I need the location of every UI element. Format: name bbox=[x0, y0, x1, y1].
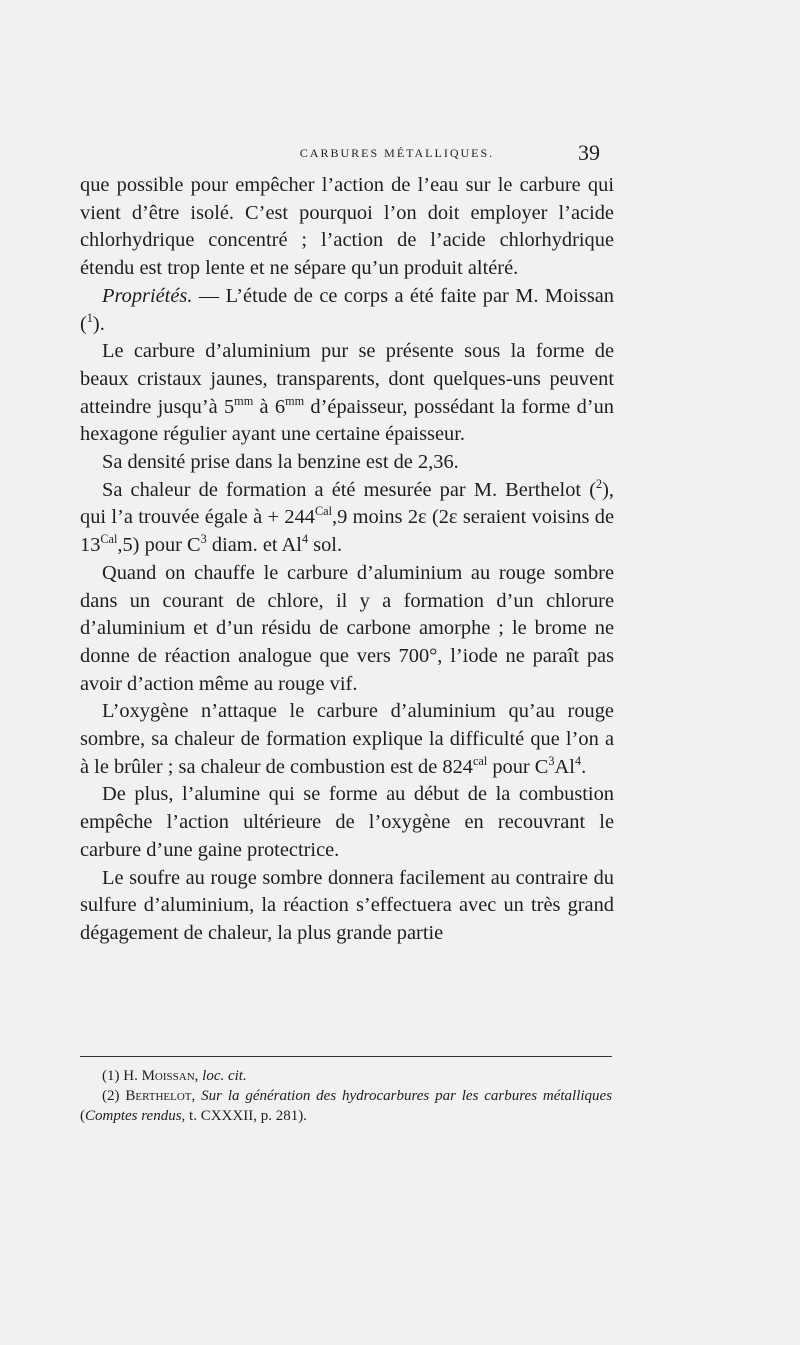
paragraph-5-c: ,9 moins 2ε (2ε seraient voisins de 13 bbox=[80, 506, 614, 557]
paragraph-5-f: sol. bbox=[308, 534, 343, 557]
unit-cal: Cal bbox=[314, 504, 332, 519]
paragraph-6: Quand on chauffe le carbure d’aluminium au rouge sombre dans un courant de chlore, il y a formation d’un chlorure d’aluminium et d’un résidu de carbone amorphe ; le brome ne donne de réaction analogue que vers 700°, l’iode ne paraît pas avoir d’action même au rouge vif. bbox=[80, 561, 614, 695]
footnote-title: Sur la génération des hydrocarbures par les carbures métalliques bbox=[201, 1088, 613, 1104]
footnote-divider bbox=[80, 1056, 612, 1057]
paragraph-5-b: ), qui l’a trouvée égale à + 244 bbox=[80, 478, 614, 529]
footnote-author: H. Moissan, bbox=[123, 1068, 199, 1084]
footnote-ref-1: 1 bbox=[86, 310, 93, 325]
paragraph-3-end: d’épaisseur, possédant la forme d’un hexagone régulier ayant une certaine épaisseur. bbox=[80, 395, 614, 446]
paragraph-3-mid: à 6 bbox=[253, 395, 286, 418]
paragraph-7-b: pour C bbox=[487, 755, 549, 778]
unit-mm: mm bbox=[285, 393, 305, 408]
paragraph-7 bbox=[80, 698, 614, 781]
paragraph-3-text: Le carbure d’aluminium pur se présente sous la forme de beaux cristaux jaunes, transparents, dont quelques-uns peuvent atteindre jusqu’à 5 bbox=[80, 340, 614, 418]
section-label: Propriétés. bbox=[102, 284, 193, 307]
paragraph-2-end: ). bbox=[92, 312, 105, 335]
paragraph-5-e: diam. et Al bbox=[206, 534, 302, 557]
unit-mm: mm bbox=[234, 393, 254, 408]
paragraph-5-d: ,5) pour C bbox=[117, 534, 201, 557]
formula-index: 3 bbox=[200, 532, 207, 547]
footnote-paren: ( bbox=[80, 1108, 85, 1124]
paragraph-7-c: Al bbox=[554, 755, 575, 778]
page-number: 39 bbox=[578, 140, 600, 165]
paragraph-1: que possible pour empêcher l’action de l’eau sur le carbure qui vient d’être isolé. C’est pourquoi l’on doit employer l’acide chlorhydrique concentré ; l’action de l’acide chlorhydrique étendu est trop lente et ne sépare qu’un produit altéré. bbox=[80, 174, 614, 280]
unit-cal: Cal bbox=[100, 532, 118, 547]
paragraph-4: Sa densité prise dans la benzine est de 2,36. bbox=[102, 451, 459, 474]
footnote-reference: loc. cit. bbox=[202, 1068, 247, 1084]
formula-index: 4 bbox=[301, 532, 309, 547]
formula-index: 3 bbox=[548, 753, 555, 768]
paragraph-2 bbox=[80, 283, 614, 338]
paragraph-2-text: — L’étude de ce corps a été faite par M. Moissan ( bbox=[80, 284, 614, 335]
footnote-rest: t. CXXXII, p. 281). bbox=[185, 1108, 307, 1124]
paragraph-9: Le soufre au rouge sombre donnera facilement au contraire du sulfure d’aluminium, la réaction s’effectuera avec un très grand dégagement de chaleur, la plus grande partie bbox=[80, 866, 614, 944]
paragraph-3 bbox=[80, 338, 614, 449]
body-text bbox=[80, 172, 614, 948]
paragraph-5-text: Sa chaleur de formation a été mesurée par M. Berthelot ( bbox=[102, 478, 596, 501]
footnote-author: Berthelot, bbox=[125, 1088, 196, 1104]
unit-cal: cal bbox=[472, 753, 488, 768]
paragraph-8: De plus, l’alumine qui se forme au début de la combustion empêche l’action ultérieure de l’oxygène en recouvrant le carbure d’une gaine protectrice. bbox=[80, 783, 614, 861]
paragraph-7-d: . bbox=[581, 755, 587, 778]
running-title: CARBURES MÉTALLIQUES. bbox=[299, 146, 495, 160]
paragraph-5 bbox=[80, 477, 614, 560]
footnote-2 bbox=[80, 1086, 612, 1126]
paragraph-7-text: L’oxygène n’attaque le carbure d’aluminium qu’au rouge sombre, sa chaleur de formation explique la difficulté que l’on a à le brûler ; sa chaleur de combustion est de 824 bbox=[80, 700, 614, 778]
footnote-mark: (1) bbox=[102, 1068, 120, 1084]
footnotes bbox=[80, 1066, 612, 1126]
formula-index: 4 bbox=[574, 753, 582, 768]
footnote-source: Comptes rendus, bbox=[85, 1108, 186, 1124]
footnote-mark: (2) bbox=[102, 1088, 120, 1104]
footnote-ref-2: 2 bbox=[595, 476, 603, 491]
footnote-1 bbox=[80, 1066, 612, 1086]
